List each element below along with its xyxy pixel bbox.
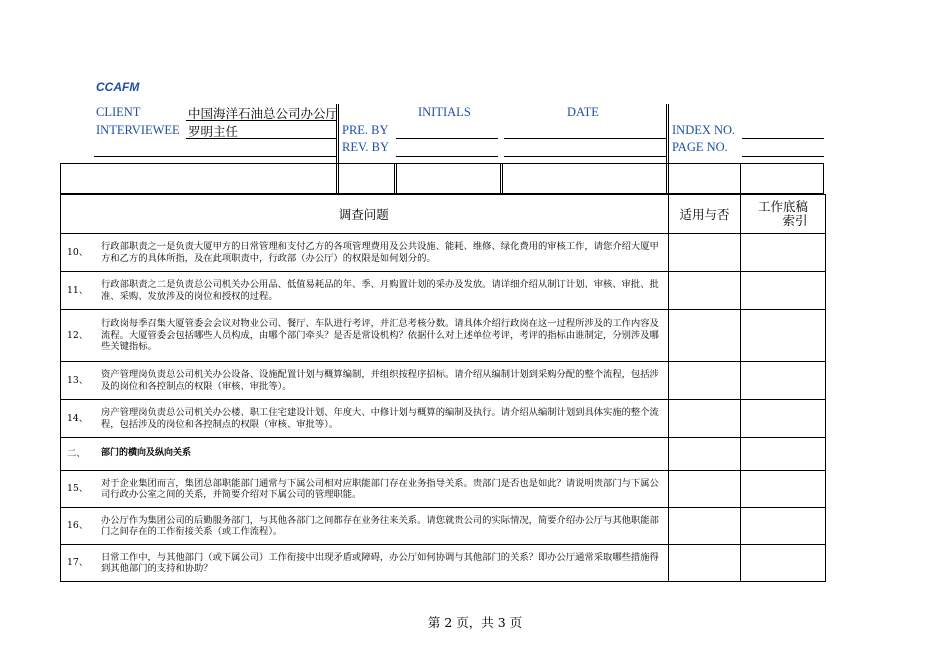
pre-by-date-line: [504, 138, 666, 139]
question-number: 12、: [67, 329, 89, 341]
question-text: 行政部职责之一是负责大厦甲方的日常管理和支付乙方的各项管理费用及公共设施、能耗、维修、绿化费用的审核工作，请您介绍大厦甲方和乙方的具体所指，及在此项职责中，行政部（办公厅）的权限是如何划分的。: [101, 241, 659, 264]
applicable-cell[interactable]: [669, 362, 741, 400]
question-cell: [61, 545, 667, 582]
ccafm-logo: CCAFM: [96, 80, 140, 94]
question-cell: [61, 471, 667, 508]
reference-header-line2: 索引: [782, 213, 808, 228]
applicable-cell[interactable]: [669, 508, 741, 545]
reference-cell[interactable]: [741, 362, 826, 400]
question-cell: [61, 508, 667, 545]
pre-by-label: PRE. BY: [342, 123, 389, 137]
question-cell: [61, 362, 667, 400]
question-cell: [61, 272, 667, 310]
table-row: [61, 508, 826, 545]
question-number: 11、: [67, 284, 89, 296]
reference-cell[interactable]: [741, 438, 826, 471]
applicable-cell[interactable]: [669, 234, 741, 272]
question-text: 行政部职责之二是负责总公司机关办公用品、低值易耗品的年、季、月购置计划的采办及发放。请详细介绍从制订计划、审核、审批、批准、采购、发放涉及的岗位和授权的过程。: [101, 279, 659, 302]
interviewee-value: 罗明主任: [188, 124, 239, 139]
rev-by-label: REV. BY: [342, 140, 390, 154]
index-no-label: INDEX NO.: [672, 123, 736, 137]
reference-cell[interactable]: [741, 471, 826, 508]
question-text: 对于企业集团而言，集团总部职能部门通常与下属公司相对应职能部门存在业务指导关系。贵部门是否也是如此？请说明贵部门与下属公司行政办公室之间的关系，并简要介绍对下属公司的管理职能。: [101, 477, 659, 500]
question-text: 房产管理岗负责总公司机关办公楼、职工住宅建设计划、年度大、中修计划与概算的编制及执行。请介绍从编制计划到具体实施的整个流程，包括涉及的岗位和各控制点的权限（审核、审批等）。: [101, 407, 659, 430]
question-cell: [61, 234, 667, 272]
grid-divider-b: [396, 163, 397, 194]
table-row: [61, 471, 826, 508]
applicable-cell[interactable]: [669, 545, 741, 582]
table-row: [61, 362, 826, 400]
question-cell: [61, 310, 667, 362]
question-cell: [61, 400, 667, 438]
interviewee-underline: [186, 138, 336, 139]
header-underline: [94, 156, 336, 157]
applicable-cell[interactable]: [669, 400, 741, 438]
applicable-cell[interactable]: [669, 471, 741, 508]
section-title: 部门的横向及纵向关系: [101, 448, 192, 459]
table-row: [61, 310, 826, 362]
question-text: 日常工作中，与其他部门（或下属公司）工作衔接中出现矛盾或障碍，办公厅如何协调与其他部门的关系？即办公厅通常采取哪些措施得到其他部门的支持和协助？: [101, 551, 659, 574]
table-header-row: [61, 195, 826, 234]
question-number: 10、: [67, 246, 89, 258]
question-number: 16、: [67, 520, 89, 532]
table-row: [61, 545, 826, 582]
applicable-cell[interactable]: [669, 310, 741, 362]
page-no-label: PAGE NO.: [672, 140, 728, 154]
section-cell: [61, 438, 667, 471]
question-text: 资产管理岗负责总公司机关办公设备、设施配置计划与概算编制，并组织按程序招标。请介绍从编制计划到采购分配的整个流程，包括涉及的岗位和各控制点的权限（审核、审批等）。: [101, 369, 659, 392]
applicable-cell[interactable]: [669, 438, 741, 471]
grid-divider-c: [500, 163, 501, 194]
question-number: 15、: [67, 483, 89, 495]
client-underline: [186, 120, 336, 121]
reference-cell[interactable]: [741, 508, 826, 545]
reference-column-header: [741, 195, 826, 234]
client-label: CLIENT: [96, 105, 141, 119]
page-no-line: [742, 156, 824, 157]
section-row: [61, 438, 826, 471]
reference-cell[interactable]: [741, 545, 826, 582]
question-column-header: [61, 195, 667, 234]
reference-cell[interactable]: [741, 272, 826, 310]
interviewee-label: INTERVIEWEE: [96, 123, 180, 137]
section-number: 二、: [67, 448, 86, 460]
applicable-header-text: 适用与否: [679, 207, 730, 222]
index-no-line: [742, 138, 824, 139]
initials-label: INITIALS: [418, 105, 471, 119]
table-row: [61, 272, 826, 310]
client-value: 中国海洋石油总公司办公厅: [188, 106, 339, 121]
question-number: 17、: [67, 557, 89, 569]
question-text: 办公厅作为集团公司的后勤服务部门，与其他各部门之间都存在业务往来关系。请您就贵公司的实际情况，简要介绍办公厅与其他职能部门之间存在的工作衔接关系（或工作流程）。: [101, 514, 659, 537]
date-label: DATE: [567, 105, 599, 119]
applicable-column-header: [669, 195, 741, 234]
reference-cell[interactable]: [741, 400, 826, 438]
question-text: 行政岗每季召集大厦管委会会议对物业公司、餐厅、车队进行考评，并汇总考核分数。请具体介绍行政岗在这一过程所涉及的工作内容及流程。大厦管委会包括哪些人员构成，由哪个部门牵头？是否是常设机构？依据什么对上述单位考评，考评的指标由谁制定，分别涉及哪些关键指标。: [101, 318, 659, 353]
reference-header-line1: 工作底稿: [757, 199, 808, 214]
blank-signoff-row: [60, 163, 824, 194]
reference-cell[interactable]: [741, 310, 826, 362]
page-footer: 第 2 页，共 3 页: [427, 615, 523, 630]
question-number: 13、: [67, 374, 89, 386]
question-header-text: 调查问题: [338, 207, 389, 222]
table-row: [61, 400, 826, 438]
applicable-cell[interactable]: [669, 272, 741, 310]
grid-divider-a: [394, 163, 395, 194]
questionnaire-table: [60, 194, 826, 582]
rev-by-initials-line: [396, 156, 498, 157]
table-row: [61, 234, 826, 272]
grid-divider-e: [740, 163, 741, 194]
grid-divider-d: [502, 163, 503, 194]
pre-by-initials-line: [396, 138, 498, 139]
question-number: 14、: [67, 412, 89, 424]
rev-by-date-line: [504, 156, 666, 157]
reference-cell[interactable]: [741, 234, 826, 272]
